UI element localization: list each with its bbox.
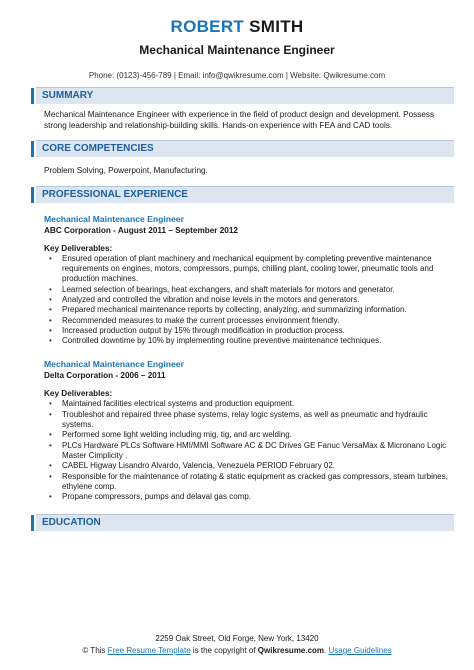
deliverables-list: [62, 254, 454, 347]
footer-site: Qwikresume.com: [257, 646, 325, 655]
competencies-text: Problem Solving, Powerpoint, Manufacturing.: [44, 166, 208, 176]
key-deliverables-label: Key Deliverables:: [44, 389, 113, 399]
section-competencies-label: CORE COMPETENCIES: [42, 143, 154, 155]
section-summary-label: SUMMARY: [42, 90, 94, 101]
section-summary-heading: [36, 87, 454, 104]
list-item: • Learned selection of bearings, heat exchangers, and shaft materials for motors and generator.: [62, 285, 454, 295]
list-item: • Troubleshot and repaired three phase systems, relay logic systems, as well as pneumatic and hydraulic systems.: [62, 410, 454, 431]
section-accent: [31, 141, 34, 157]
job-company-dates: Delta Corporation - 2006 – 2011: [44, 371, 166, 381]
job-title: Mechanical Maintenance Engineer: [44, 359, 184, 370]
deliverables-list: [62, 399, 454, 502]
list-item: • Maintained facilities electrical systems and production equipment.: [62, 399, 454, 409]
section-education-label: EDUCATION: [42, 517, 101, 529]
section-experience-heading: [36, 186, 454, 203]
section-accent: [31, 187, 34, 203]
list-item: • Recommended measures to make the current processes environment friendly.: [62, 316, 454, 326]
job-company-dates: ABC Corporation - August 2011 – September 2012: [44, 225, 238, 235]
candidate-name: [0, 16, 474, 38]
last-name: SMITH: [249, 17, 304, 36]
footer-copyright: [0, 645, 474, 656]
section-competencies-heading: [36, 140, 454, 157]
footer-address: 2259 Oak Street, Old Forge, New York, 13420: [155, 634, 319, 643]
first-name: ROBERT: [170, 17, 245, 36]
list-item: • Responsible for the maintenance of rotating & static equipment as cracked gas compressors, steam turbines, ethylene comp.: [62, 472, 454, 493]
job-entry: [0, 358, 474, 502]
contact-line: Phone: (0123)-456-789 | Email: info@qwikresume.com | Website: Qwikresume.com: [88, 71, 386, 80]
usage-guidelines-link[interactable]: Usage Guidelines: [328, 646, 392, 655]
key-deliverables-label: Key Deliverables:: [44, 243, 113, 253]
list-item: • Increased production output by 15% through modification in production process.: [62, 326, 454, 336]
section-accent: [31, 515, 34, 531]
section-education-heading: [36, 514, 454, 531]
footer-pre: © This: [82, 646, 108, 655]
list-item: • Ensured operation of plant machinery and mechanical equipment by completing preventive maintenance requirements on engines, motors, compressors, pumps, chilling plant, cooling tower, pneumatic tools and production machines.: [62, 254, 454, 285]
resume-header: [0, 0, 474, 81]
list-item: • Controlled downtime by 10% by implementing routine preventive maintenance techniques.: [62, 336, 454, 346]
footer-sep: .: [324, 646, 329, 655]
summary-text: Mechanical Maintenance Engineer with experience in the field of product design and development. Possess strong leadership and relationship-building skills. Hands-on experience with FEA and CAD tools.: [44, 110, 435, 130]
job-title: Mechanical Maintenance Engineer: [44, 213, 184, 224]
section-accent: [31, 88, 34, 104]
list-item: • CABEL Higway Lisandro Alvardo, Valencia, Venezuela PERIOD February 02.: [62, 461, 454, 471]
footer-mid: is the copyright of: [190, 646, 258, 655]
job-entry: [0, 213, 474, 347]
free-resume-template-link[interactable]: Free Resume Template: [107, 646, 191, 655]
job-title-heading: Mechanical Maintenance Engineer: [139, 43, 335, 57]
list-item: • Propane compressors, pumps and delaval gas comp.: [62, 492, 454, 502]
list-item: • Analyzed and controlled the vibration and noise levels in the motors and generators.: [62, 295, 454, 305]
section-experience-label: PROFESSIONAL EXPERIENCE: [42, 188, 188, 200]
list-item: • PLCs Hardware PLCs Software HMI/MMI Software AC & DC Drives GE Fanuc VersaMax & Micronano Logic Master Cimplicity .: [62, 441, 454, 462]
list-item: • Prepared mechanical maintenance reports by collecting, analyzing, and summarizing information.: [62, 305, 454, 315]
list-item: • Performed some light welding including mig, tig, and arc welding.: [62, 430, 454, 440]
